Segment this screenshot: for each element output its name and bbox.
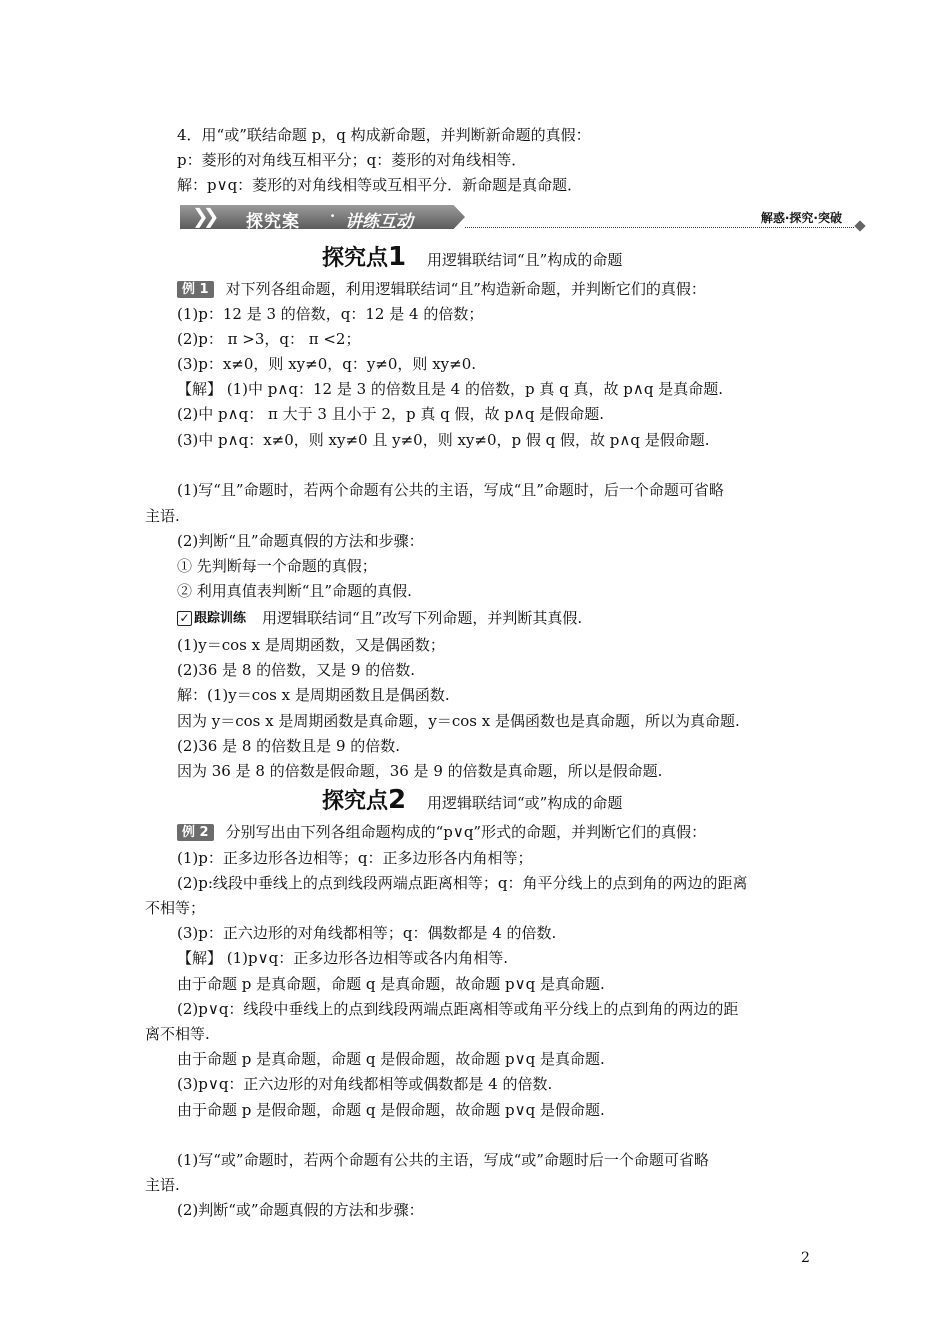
section-1-subtitle: 用逻辑联结词“且”构成的命题 bbox=[427, 251, 623, 269]
training-line: 因为 36 是 8 的倍数是假命题，36 是 9 的倍数是真命题，所以是假命题. bbox=[177, 762, 663, 780]
note-1-line: (1)写“且”命题时，若两个命题有公共的主语，写成“且”命题时，后一个命题可省略 bbox=[177, 481, 724, 499]
chevron-double-icon: ❯❯ bbox=[192, 204, 214, 228]
note-1-line: ① 先判断每一个命题的真假； bbox=[177, 557, 377, 575]
banner-subtitle: 讲练互动 bbox=[345, 212, 413, 232]
diamond-icon bbox=[854, 220, 865, 231]
training-line: (1)y＝cos x 是周期函数，又是偶函数； bbox=[177, 636, 445, 654]
section-1-heading bbox=[322, 243, 406, 273]
example-2-item: (3)p：正六边形的对角线都相等；q：偶数都是 4 的倍数. bbox=[177, 924, 557, 942]
example-2-prompt-line bbox=[177, 822, 706, 842]
example-1-prompt-line bbox=[177, 279, 706, 299]
example-1-item: (3)p：x≠0，则 xy≠0，q：y≠0，则 xy≠0. bbox=[177, 355, 477, 373]
example-2-item: 不相等； bbox=[145, 899, 206, 917]
note-2-line: (1)写“或”命题时，若两个命题有公共的主语，写成“或”命题时后一个命题可省略 bbox=[177, 1151, 709, 1169]
example-1-item: (1)p：12 是 3 的倍数，q：12 是 4 的倍数； bbox=[177, 305, 484, 323]
training-line: 解：(1)y＝cos x 是周期函数且是偶函数. bbox=[177, 686, 450, 704]
note-1-line: ② 利用真值表判断“且”命题的真假. bbox=[177, 582, 412, 600]
note-2-line: (2)判断“或”命题真假的方法和步骤： bbox=[177, 1201, 424, 1219]
example-2-item: (1)p：正多边形各边相等；q：正多边形各内角相等； bbox=[177, 849, 533, 867]
section-2-number: 2 bbox=[388, 785, 407, 815]
training-badge bbox=[177, 609, 246, 629]
example-2-solution: (2)p∨q：线段中垂线上的点到线段两端点距离相等或角平分线上的点到角的两边的距 bbox=[177, 1000, 739, 1018]
section-1-title: 探究点 bbox=[322, 246, 389, 271]
banner-tag: 解惑·探究·突破 bbox=[760, 211, 842, 225]
training-label: 跟踪训练 bbox=[194, 611, 247, 626]
example-1-solution: 【解】 (1)中 p∧q：12 是 3 的倍数且是 4 的倍数，p 真 q 真，故 p∧q 是真命题. bbox=[177, 380, 723, 398]
section-2-subtitle: 用逻辑联结词“或”构成的命题 bbox=[427, 794, 623, 812]
example-2-item: (2)p:线段中垂线上的点到线段两端点距离相等；q：角平分线上的点到角的两边的距离 bbox=[177, 874, 748, 892]
banner-dot: · bbox=[330, 207, 336, 225]
example-2-solution: 由于命题 p 是假命题，命题 q 是假命题，故命题 p∨q 是假命题. bbox=[177, 1101, 605, 1119]
note-1-line: (2)判断“且”命题真假的方法和步骤： bbox=[177, 532, 424, 550]
banner-title: 探究案 bbox=[246, 212, 300, 232]
example-1-badge: 例 1 bbox=[177, 281, 214, 298]
page-number: 2 bbox=[801, 1250, 810, 1266]
training-prompt-line bbox=[177, 608, 582, 629]
example-2-solution: (3)p∨q：正六边形的对角线都相等或偶数都是 4 的倍数. bbox=[177, 1075, 553, 1093]
section-banner bbox=[180, 202, 864, 232]
example-1-solution: (3)中 p∧q：x≠0，则 xy≠0 且 y≠0，则 xy≠0，p 假 q 假，故 p∧q 是假命题. bbox=[177, 431, 710, 449]
section-1-number: 1 bbox=[388, 242, 407, 272]
section-2-heading bbox=[322, 786, 406, 816]
example-2-solution: 由于命题 p 是真命题，命题 q 是真命题，故命题 p∨q 是真命题. bbox=[177, 975, 605, 993]
training-line: 因为 y＝cos x 是周期函数是真命题，y＝cos x 是偶函数也是真命题，所以为真命题. bbox=[177, 712, 740, 730]
note-2-line: 主语. bbox=[145, 1176, 180, 1194]
banner-bar bbox=[180, 205, 465, 229]
example-2-prompt: 分别写出由下列各组命题构成的“p∨q”形式的命题，并判断它们的真假： bbox=[225, 823, 707, 841]
example-2-solution: 【解】 (1)p∨q：正多边形各边相等或各内角相等. bbox=[177, 949, 508, 967]
question-4-props: p：菱形的对角线互相平分；q：菱形的对角线相等． bbox=[177, 151, 527, 169]
question-4-answer: 解：p∨q：菱形的对角线相等或互相平分．新命题是真命题． bbox=[177, 176, 583, 194]
example-2-badge: 例 2 bbox=[177, 824, 214, 841]
section-2-title: 探究点 bbox=[322, 789, 389, 814]
note-1-line: 主语. bbox=[145, 507, 180, 525]
banner-dotted-rule bbox=[465, 227, 854, 228]
checkmark-icon: ✓ bbox=[177, 611, 192, 626]
training-line: (2)36 是 8 的倍数且是 9 的倍数. bbox=[177, 737, 401, 755]
example-1-prompt: 对下列各组命题，利用逻辑联结词“且”构造新命题，并判断它们的真假： bbox=[225, 280, 706, 298]
question-4-text: 4．用“或”联结命题 p，q 构成新命题，并判断新命题的真假： bbox=[177, 126, 591, 144]
example-1-item: (2)p： π >3，q： π <2； bbox=[177, 330, 361, 348]
example-1-solution: (2)中 p∧q： π 大于 3 且小于 2，p 真 q 假，故 p∧q 是假命题. bbox=[177, 405, 604, 423]
example-2-solution: 离不相等. bbox=[145, 1025, 210, 1043]
training-line: (2)36 是 8 的倍数，又是 9 的倍数. bbox=[177, 661, 416, 679]
example-2-solution: 由于命题 p 是真命题，命题 q 是假命题，故命题 p∨q 是真命题. bbox=[177, 1050, 605, 1068]
training-prompt: 用逻辑联结词“且”改写下列命题，并判断其真假. bbox=[262, 609, 583, 627]
